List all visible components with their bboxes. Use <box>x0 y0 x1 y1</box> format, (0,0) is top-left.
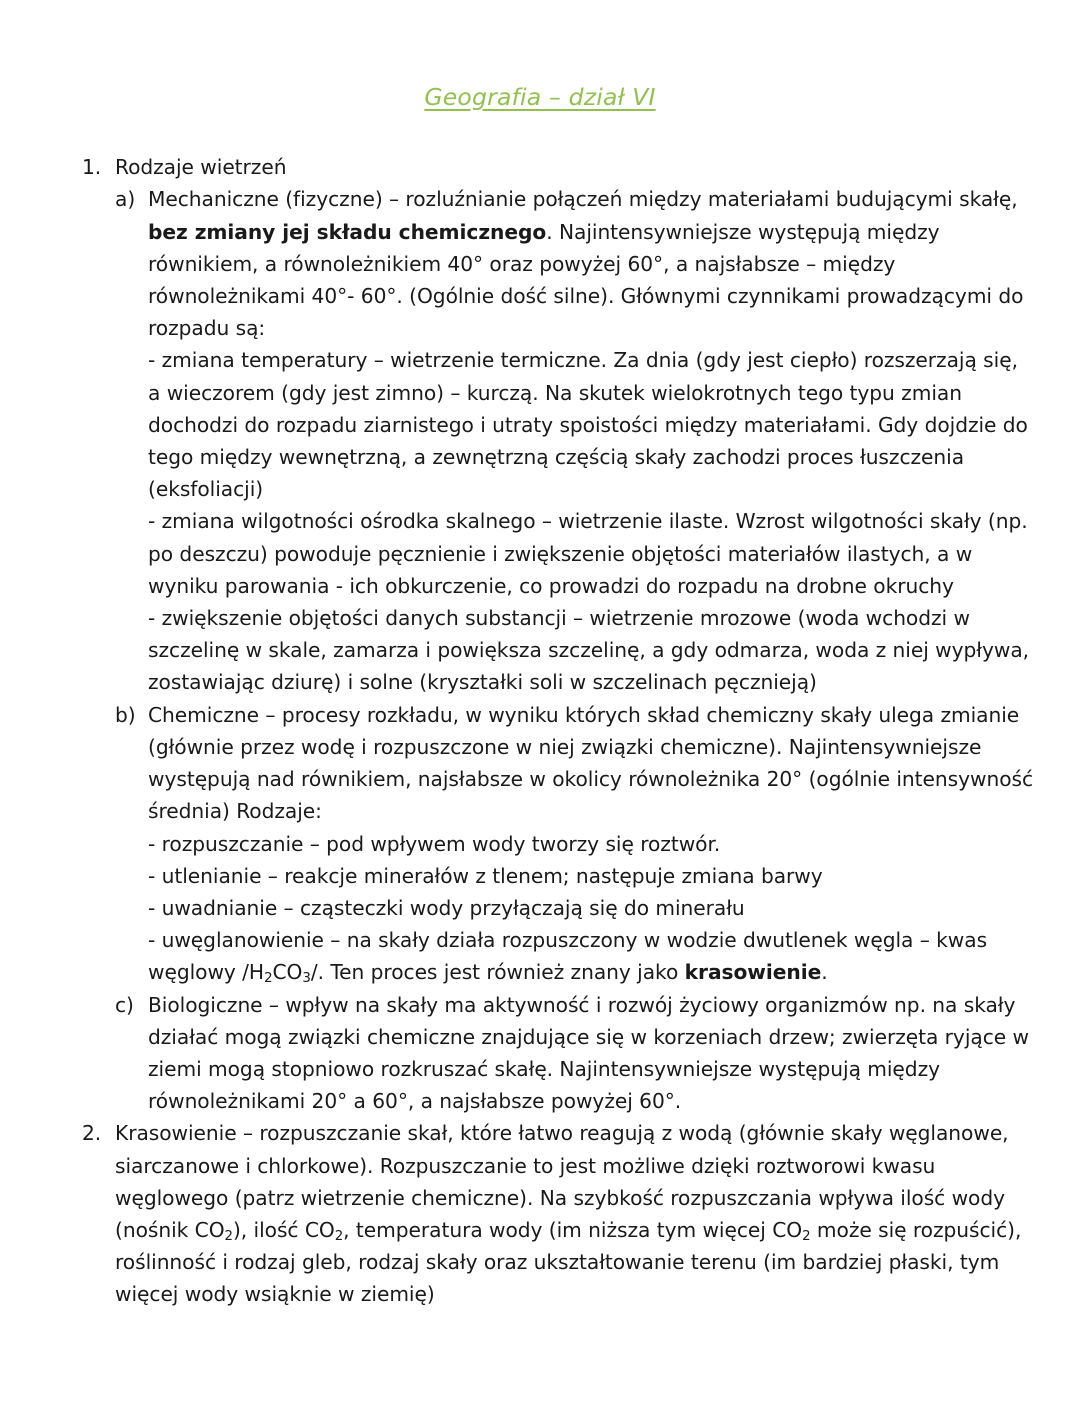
list-marker-2: 2. <box>82 1121 102 1146</box>
emphasis-bez-zmiany: bez zmiany jej składu chemicznego <box>148 219 547 244</box>
text-run: , temperatura wody (im niższa tym więcej CO <box>343 1217 803 1242</box>
list-item-1c-body <box>148 989 1036 1118</box>
dash-item-rozpuszczanie: - rozpuszczanie – pod wpływem wody tworzy się roztwór. <box>148 831 721 856</box>
text-run: - uwęglanowienie – na skały działa rozpuszczony w wodzie dwutlenek węgla – kwas węglowy /H <box>148 928 988 985</box>
list-item-1a-body <box>148 183 1036 698</box>
dash-item-zmiana-temperatury: - zmiana temperatury – wietrzenie termiczne. Za dnia (gdy jest ciepło) rozszerzają się, a wieczorem (gdy jest zimno) – kurczą. Na skutek wielokrotnych tego typu zmian dochodzi do rozpadu ziarnistego i utraty spoistości między materiałami. Gdy dojdzie do tego między wewnętrzną, a zewnętrzną częścią skały zachodzi proces łuszczenia (eksfoliacji) <box>148 348 1028 502</box>
list-item-2 <box>82 1117 1036 1310</box>
emphasis-krasowienie: krasowienie <box>684 960 822 985</box>
paragraph-biologiczne: Biologiczne – wpływ na skały ma aktywność i rozwój życiowy organizmów np. na skały działać mogą związki chemiczne znajdujące się w korzeniach drzew; zwierzęta ryjące w ziemi mogą stopniowo rozkruszać skałę. Najintensywniejsze występują między równoleżnikami 20° a 60°, a najsłabsze powyżej 60°. <box>148 992 1029 1114</box>
list-item-2-body <box>115 1117 1036 1310</box>
dash-item-uweglanowienie <box>148 924 1036 988</box>
paragraph-mechaniczne <box>148 183 1036 344</box>
paragraph-chemiczne: Chemiczne – procesy rozkładu, w wyniku których skład chemiczny skały ulega zmianie (głównie przez wodę i rozpuszczone w niej związki chemiczne). Najintensywniejsze występują nad równikiem, najsłabsze w okolicy równoleżnika 20° (ogólnie intensywność średnia) Rodzaje: <box>148 702 1034 824</box>
text-run: . <box>821 960 828 985</box>
dash-item-zmiana-wilgotnosci: - zmiana wilgotności ośrodka skalnego – wietrzenie ilaste. Wzrost wilgotności skały (np. po deszczu) powoduje pęcznienie i zwiększenie objętości materiałów ilastych, a w wyniku parowania - ich obkurczenie, co prowadzi do rozpadu na drobne okruchy <box>148 509 1028 598</box>
list-marker-1b: b) <box>115 702 136 727</box>
list-item-1b-body <box>148 699 1036 989</box>
list-marker-1a: a) <box>115 187 136 212</box>
subscript-2: 2 <box>264 971 273 987</box>
text-run: . Najintensywniejsze występują między równikiem, a równoleżnikiem 40° oraz powyżej 60°, a najsłabsze – między równoleżnikami 40°- 60°. (Ogólnie dość silne). Głównymi czynnikami prowadzącymi do rozpadu są: <box>148 219 1024 341</box>
list-marker-1c: c) <box>115 992 134 1017</box>
subscript-2: 2 <box>802 1228 811 1244</box>
dash-item-uwadnianie: - uwadnianie – cząsteczki wody przyłączają się do minerału <box>148 895 745 920</box>
dash-item-zwiekszenie-objetosci: - zwiększenie objętości danych substancji – wietrzenie mrozowe (woda wchodzi w szczelinę w skale, zamarza i powiększa szczelinę, a gdy odmarza, woda z niej wypływa, zostawiając dziurę) i solne (kryształki soli w szczelinach pęcznieją) <box>148 606 1030 695</box>
text-run: Krasowienie – rozpuszczanie skał, które łatwo reagują z wodą (głównie skały węglanowe, siarczanowe i chlorkowe). Rozpuszczanie to jest możliwe dzięki roztworowi kwasu węglowego (patrz wietrzenie chemiczne). Na szybkość rozpuszczania wpływa ilość wody (nośnik CO <box>115 1121 1009 1242</box>
list-item-1a <box>115 183 1036 698</box>
text-run: /. Ten proces jest również znany jako <box>310 960 685 985</box>
list-item-1-heading: Rodzaje wietrzeń <box>115 155 287 180</box>
list-item-1b <box>115 699 1036 989</box>
subscript-2: 2 <box>224 1228 233 1244</box>
list-item-1 <box>82 151 1036 183</box>
list-item-1c <box>115 989 1036 1118</box>
dash-item-utlenianie: - utlenianie – reakcje minerałów z tlenem; następuje zmiana barwy <box>148 863 823 888</box>
text-run: ), ilość CO <box>232 1217 335 1242</box>
subscript-3: 3 <box>302 971 311 987</box>
document-body <box>0 151 1080 1310</box>
document-page <box>0 16 1080 1413</box>
text-run: CO <box>272 960 303 985</box>
text-run: może się rozpuścić), roślinność i rodzaj gleb, rodzaj skały oraz ukształtowanie terenu (im bardziej płaski, tym więcej wody wsiąknie w ziemię) <box>115 1217 1022 1307</box>
page-title: Geografia – dział VI <box>424 82 656 111</box>
paragraph-krasowienie <box>115 1117 1036 1310</box>
list-marker-1: 1. <box>82 155 102 180</box>
subscript-2: 2 <box>334 1228 344 1244</box>
text-run: Mechaniczne (fizyczne) – rozluźnianie połączeń między materiałami budującymi skałę, <box>148 187 1018 212</box>
